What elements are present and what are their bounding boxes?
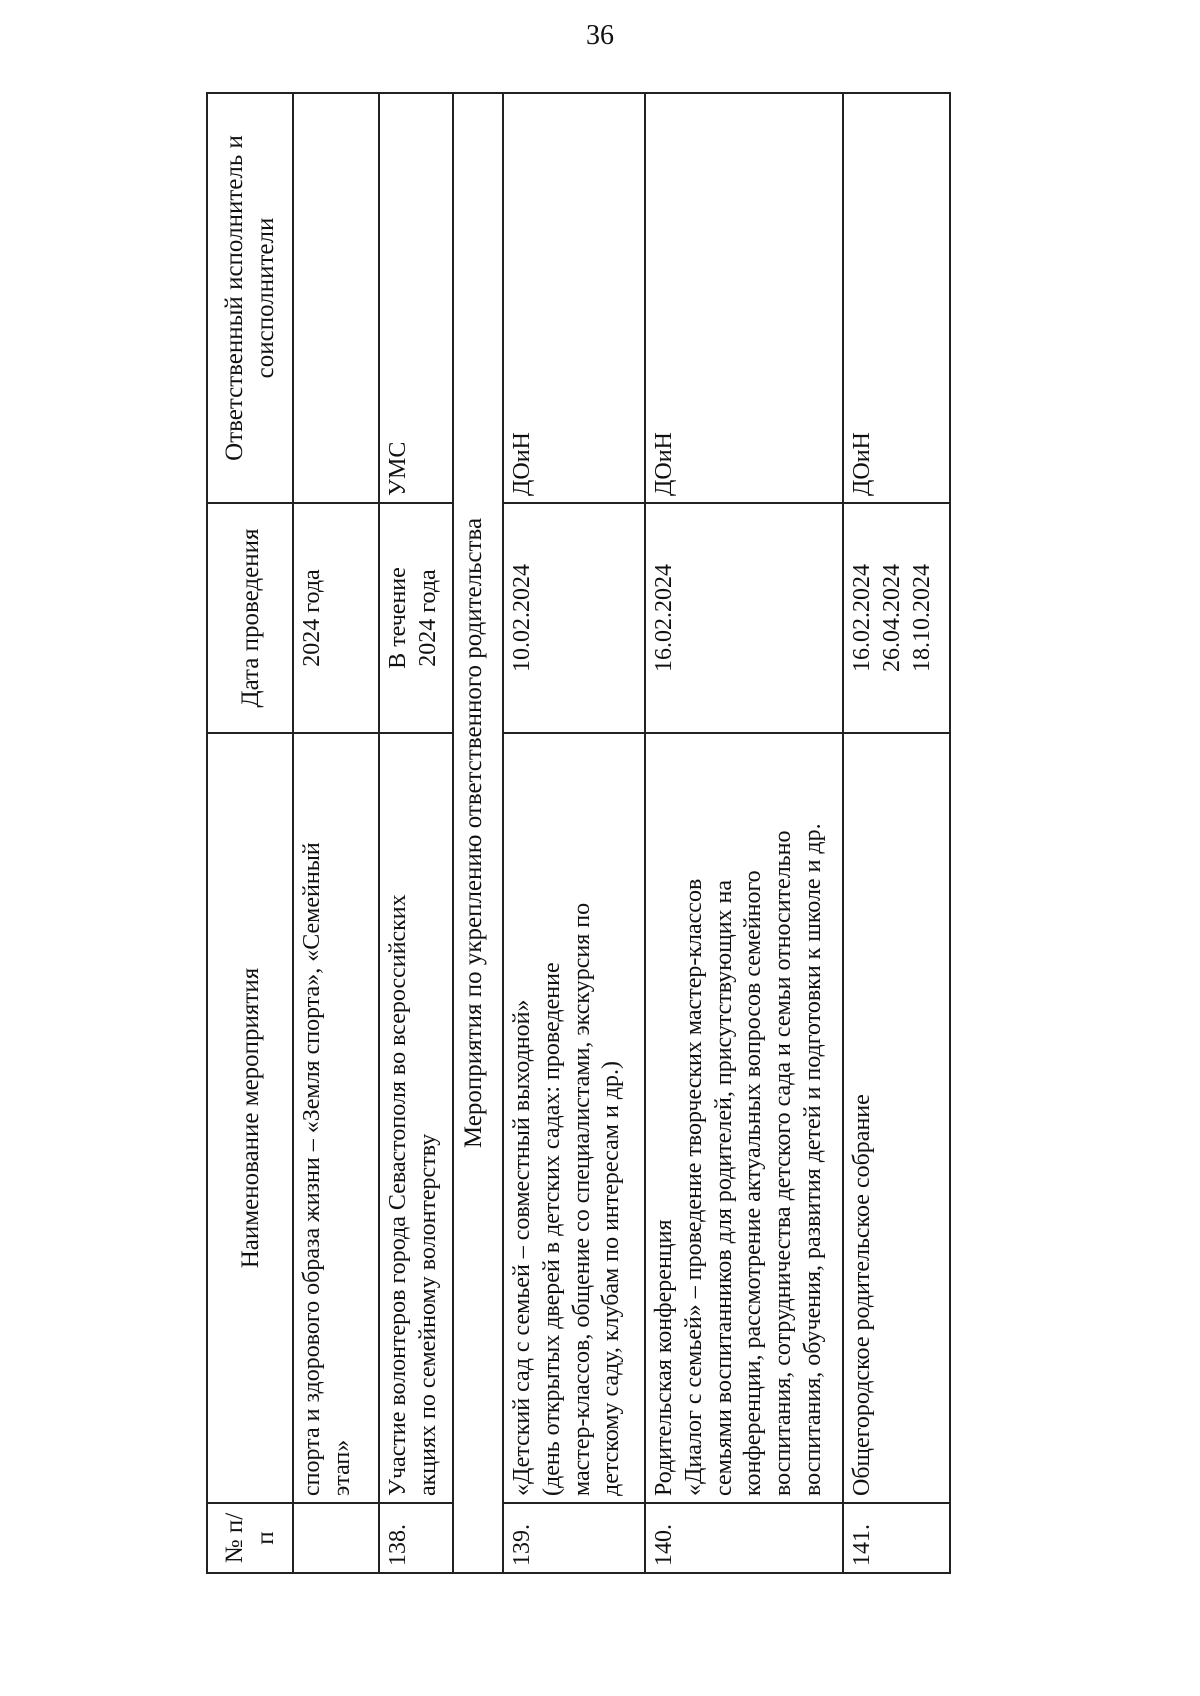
row-date — [645, 503, 843, 733]
row-name — [503, 733, 645, 1503]
row-name-line: Родительская конференция — [651, 1219, 677, 1496]
events-table — [206, 92, 951, 1574]
row-name-line: воспитания, обучения, развития детей и подготовки к школе и др. — [799, 823, 826, 1496]
row-name-line: семьями воспитанников для родителей, присутствующих на — [710, 879, 737, 1496]
row-name-line: этап» — [328, 1439, 355, 1496]
row-date-line: 16.02.2024 — [651, 564, 677, 672]
section-row — [453, 93, 503, 1573]
row-date — [503, 503, 645, 733]
row-name-line: спорта и здорового образа жизни – «Земля спорта», «Семейный — [299, 842, 325, 1496]
row-responsible — [293, 93, 379, 503]
header-responsible: Ответственный исполнитель и соисполнители — [207, 93, 293, 503]
row-date-line: 16.02.2024 — [849, 564, 875, 672]
row-date-line: 2024 года — [414, 569, 441, 667]
row-num: 139. — [503, 1503, 645, 1573]
row-name-line: воспитания, сотрудничества детского сада и семьи относительно — [770, 830, 796, 1496]
row-name-line: конференции, рассмотрение актуальных вопросов семейного — [740, 870, 767, 1496]
header-date: Дата проведения — [207, 503, 293, 733]
row-name — [293, 733, 379, 1503]
row-date — [379, 503, 453, 733]
row-date-line: 2024 года — [299, 569, 325, 667]
section-title: Мероприятия по укреплению ответственного родительства — [453, 93, 503, 1573]
row-num: 140. — [645, 1503, 843, 1573]
table-row — [503, 93, 645, 1573]
row-name-line: детскому саду, клубам по интересам и др.) — [598, 1061, 625, 1496]
table-row — [379, 93, 453, 1573]
table-header-row — [207, 93, 293, 1573]
row-responsible: ДОиН — [503, 93, 645, 503]
row-name-line: «Диалог с семьей» – проведение творческих мастер-классов — [680, 878, 707, 1496]
row-num: 141. — [843, 1503, 950, 1573]
row-date-line: 10.02.2024 — [509, 564, 535, 672]
row-name-line: (день открытых дверей в детских садах: проведение — [538, 962, 565, 1496]
row-date — [843, 503, 950, 733]
page-number: 36 — [586, 20, 614, 51]
rotated-table-frame — [206, 94, 935, 1574]
row-name-line: Общегородское родительское собрание — [849, 1094, 875, 1496]
header-name: Наименование мероприятия — [207, 733, 293, 1503]
row-name — [645, 733, 843, 1503]
row-name-line: «Детский сад с семьей – совместный выходной» — [509, 999, 535, 1496]
row-date — [293, 503, 379, 733]
row-name — [379, 733, 453, 1503]
row-name-line: Участие волонтеров города Севастополя во всероссийских — [385, 894, 411, 1496]
row-responsible: УМС — [379, 93, 453, 503]
row-date-line: В течение — [385, 567, 411, 669]
row-date-line: 26.04.2024 — [878, 564, 905, 672]
row-name — [843, 733, 950, 1503]
row-num: 138. — [379, 1503, 453, 1573]
row-name-line: акциях по семейному волонтерству — [414, 1133, 441, 1496]
row-responsible: ДОиН — [645, 93, 843, 503]
row-num — [293, 1503, 379, 1573]
table-row — [843, 93, 950, 1573]
header-num: № п/п — [207, 1503, 293, 1573]
row-responsible: ДОиН — [843, 93, 950, 503]
table-row — [293, 93, 379, 1573]
row-date-line: 18.10.2024 — [908, 564, 935, 672]
row-name-line: мастер-классов, общение со специалистами, экскурсия по — [568, 902, 595, 1496]
table-row — [645, 93, 843, 1573]
